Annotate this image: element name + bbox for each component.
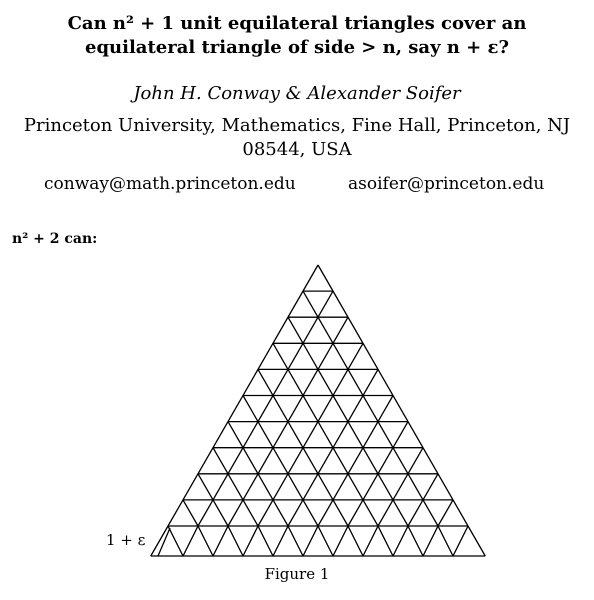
- authors: John H. Conway & Alexander Soifer: [133, 83, 461, 104]
- strip-zigzag-line: [393, 526, 408, 556]
- strip-zigzag-line: [303, 526, 318, 556]
- email-soifer[interactable]: asoifer@princeton.edu: [348, 174, 545, 194]
- affiliation-line-1: Princeton University, Mathematics, Fine Hall, Princeton, NJ: [23, 115, 571, 136]
- strip-zigzag-line: [288, 526, 303, 556]
- strip-right-edge: [468, 526, 485, 556]
- lattice-diagonal-line: [303, 291, 438, 526]
- epsilon-side-label: 1 + ε: [106, 531, 146, 549]
- strip-zigzag-line: [183, 526, 198, 556]
- lattice-diagonal-line: [198, 291, 333, 526]
- strip-zigzag-line: [333, 526, 348, 556]
- lattice-diagonal-line: [273, 343, 378, 526]
- lattice-diagonal-line: [243, 396, 318, 527]
- strip-zigzag-line: [453, 526, 468, 556]
- strip-zigzag-line: [258, 526, 273, 556]
- strip-zigzag-line: [228, 526, 243, 556]
- strip-zigzag-line: [363, 526, 378, 556]
- strip-zigzag-line: [423, 526, 438, 556]
- lattice-diagonal-line: [258, 343, 363, 526]
- strip-zigzag-line: [198, 526, 213, 556]
- lattice-diagonal-line: [213, 448, 258, 526]
- strip-zigzag-line: [168, 526, 183, 556]
- title-line-1: Can n² + 1 unit equilateral triangles cover an: [67, 13, 527, 34]
- strip-zigzag-line: [273, 526, 288, 556]
- figure-caption: Figure 1: [264, 565, 330, 583]
- strip-zigzag-line: [378, 526, 393, 556]
- strip-zigzag-line: [408, 526, 423, 556]
- affiliation-line-2: 08544, USA: [242, 139, 352, 160]
- lattice-diagonal-line: [378, 448, 423, 526]
- lattice-diagonal-line: [438, 500, 453, 526]
- email-conway[interactable]: conway@math.princeton.edu: [44, 174, 296, 194]
- lattice-diagonal-line: [183, 500, 198, 526]
- strip-zigzag-line: [213, 526, 228, 556]
- lattice-diagonal-line: [318, 396, 393, 527]
- title-line-2: equilateral triangle of side > n, say n + ε?: [85, 37, 509, 58]
- strip-zigzag-line: [438, 526, 453, 556]
- strip-zigzag-line: [348, 526, 363, 556]
- section-label: n² + 2 can:: [12, 231, 98, 247]
- strip-zigzag-line: [243, 526, 258, 556]
- strip-zigzag-line: [318, 526, 333, 556]
